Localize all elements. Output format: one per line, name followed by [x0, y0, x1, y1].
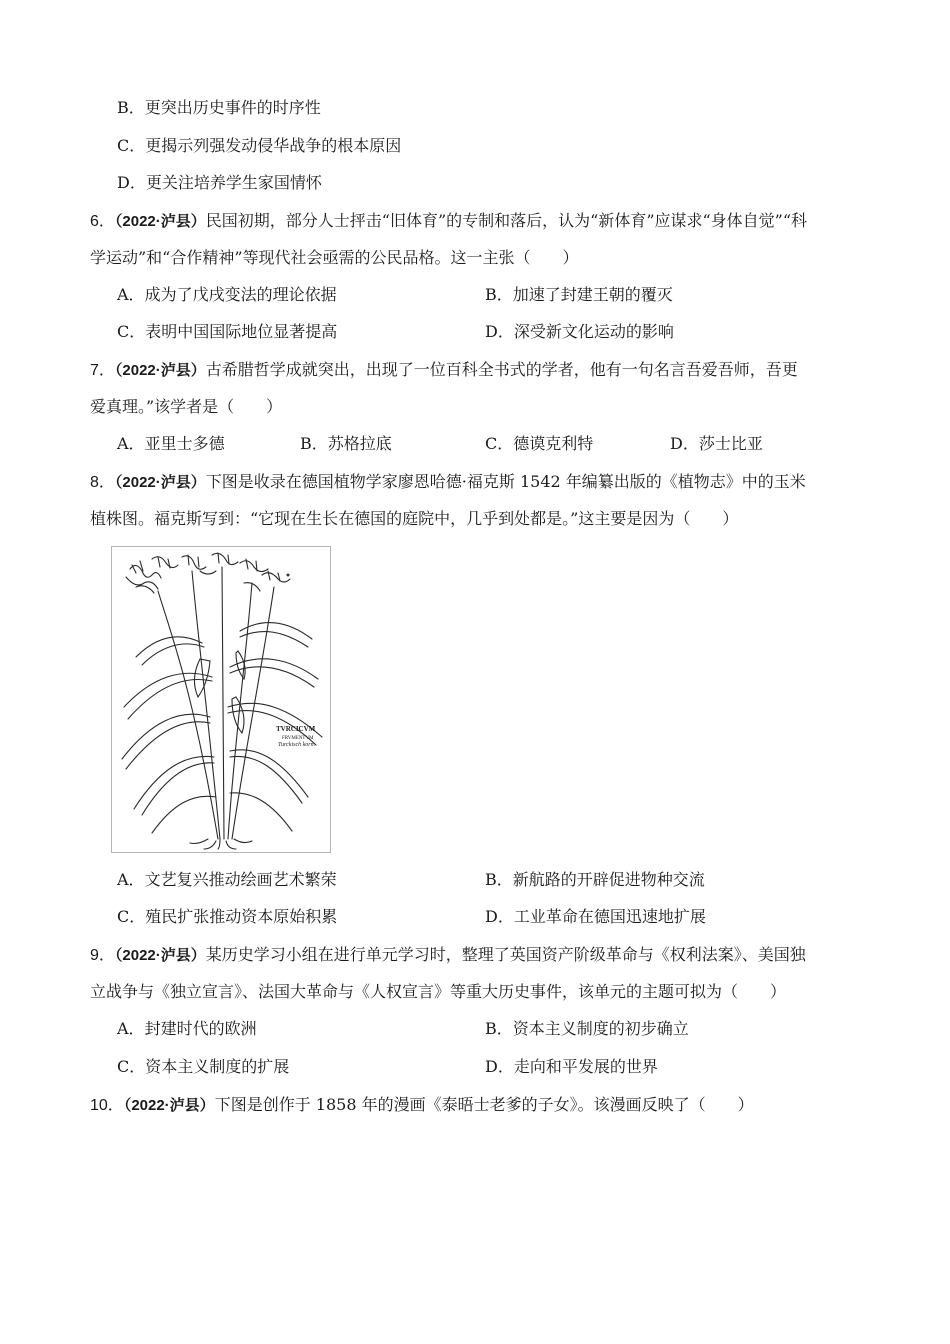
q8-stem-line1	[90, 472, 806, 493]
option-letter: C．	[117, 1057, 146, 1076]
q7-option-b[interactable]	[300, 434, 392, 454]
option-text: 新航路的开辟促进物种交流	[512, 870, 705, 889]
q7-option-a[interactable]	[117, 434, 225, 454]
question-number: 9．	[90, 947, 115, 964]
option-letter: C．	[117, 136, 146, 155]
question-source: （2022·泸县）	[114, 213, 206, 230]
option-letter: B．	[485, 285, 513, 304]
q5-option-c[interactable]	[117, 136, 401, 156]
option-text: 苏格拉底	[327, 434, 392, 453]
option-text: 加速了封建王朝的覆灭	[512, 285, 673, 304]
option-letter: A．	[117, 434, 145, 453]
option-letter: D．	[485, 907, 514, 926]
q8-stem-line2: 植株图。福克斯写到：“它现在生长在德国的庭院中，几乎到处都是。”这主要是因为（ ）	[90, 509, 739, 528]
option-letter: A．	[117, 285, 145, 304]
q9-option-d[interactable]	[485, 1057, 658, 1077]
option-letter: D．	[485, 322, 514, 341]
option-text: 资本主义制度的扩展	[145, 1057, 290, 1076]
option-letter: D．	[117, 173, 146, 192]
option-text: 更关注培养学生家国情怀	[145, 173, 322, 192]
option-text: 更揭示列强发动侵华战争的根本原因	[145, 136, 402, 155]
q6-option-a[interactable]	[117, 285, 337, 305]
figure-caption-3: Turckisch korn.	[278, 742, 316, 748]
option-text: 更突出历史事件的时序性	[144, 98, 321, 117]
q6-stem-line2: 学运动”和“合作精神”等现代社会亟需的公民品格。这一主张（ ）	[90, 248, 579, 267]
q8-option-d[interactable]	[485, 907, 706, 927]
option-text: 殖民扩张推动资本原始积累	[145, 907, 338, 926]
option-text: 走向和平发展的世界	[513, 1057, 658, 1076]
q6-option-d[interactable]	[485, 322, 674, 342]
option-text: 德谟克利特	[513, 434, 594, 453]
figure-caption-2: FRVMENTVM	[282, 736, 314, 741]
q7-option-c[interactable]	[485, 434, 593, 454]
option-letter: B．	[300, 434, 328, 453]
q9-option-b[interactable]	[485, 1019, 689, 1039]
option-text: 莎士比亚	[698, 434, 763, 453]
figure-caption-1: TVRCICVM	[276, 725, 316, 733]
q10-stem-line1	[90, 1095, 754, 1116]
q7-option-d[interactable]	[670, 434, 763, 454]
question-source: （2022·泸县）	[114, 474, 206, 491]
q6-option-c[interactable]	[117, 322, 337, 342]
q6-option-b[interactable]	[485, 285, 673, 305]
option-letter: D．	[670, 434, 699, 453]
option-text: 表明中国国际地位显著提高	[145, 322, 338, 341]
q7-stem-line2: 爱真理。”该学者是（ ）	[90, 397, 283, 416]
option-text: 封建时代的欧洲	[144, 1019, 257, 1038]
option-letter: B．	[117, 98, 145, 117]
option-text: 文艺复兴推动绘画艺术繁荣	[144, 870, 337, 889]
option-text: 亚里士多德	[144, 434, 225, 453]
question-source: （2022·泸县）	[114, 362, 206, 379]
maize-plant-drawing	[112, 547, 330, 852]
option-letter: B．	[485, 870, 513, 889]
q6-stem-line1	[90, 211, 807, 232]
q8-option-c[interactable]	[117, 907, 337, 927]
q5-option-b[interactable]	[117, 98, 321, 118]
q7-stem-line1	[90, 360, 798, 381]
option-text: 资本主义制度的初步确立	[512, 1019, 689, 1038]
q9-stem-line2: 立战争与《独立宣言》、法国大革命与《人权宣言》等重大历史事件，该单元的主题可拟为（ ）	[90, 982, 787, 1001]
option-letter: C．	[117, 907, 146, 926]
question-number: 10．	[90, 1097, 124, 1114]
q9-option-a[interactable]	[117, 1019, 257, 1039]
question-source: （2022·泸县）	[114, 947, 206, 964]
q8-option-b[interactable]	[485, 870, 705, 890]
option-letter: A．	[117, 1019, 145, 1038]
option-text: 深受新文化运动的影响	[513, 322, 674, 341]
option-letter: D．	[485, 1057, 514, 1076]
option-text: 成为了戊戌变法的理论依据	[144, 285, 337, 304]
q9-stem-line1	[90, 945, 806, 966]
question-text: 某历史学习小组在进行单元学习时，整理了英国资产阶级革命与《权利法案》、美国独	[205, 945, 806, 964]
q8-option-a[interactable]	[117, 870, 337, 890]
question-number: 7．	[90, 362, 115, 379]
question-number: 8．	[90, 474, 115, 491]
option-letter: C．	[117, 322, 146, 341]
option-letter: B．	[485, 1019, 513, 1038]
question-text: 古希腊哲学成就突出，出现了一位百科全书式的学者，他有一句名言吾爱吾师，吾更	[205, 360, 798, 379]
question-source: （2022·泸县）	[123, 1097, 215, 1114]
option-letter: C．	[485, 434, 514, 453]
question-text: 下图是创作于 1858 年的漫画《泰晤士老爹的子女》。该漫画反映了（ ）	[214, 1095, 754, 1114]
q5-option-d[interactable]	[117, 173, 322, 193]
option-letter: A．	[117, 870, 145, 889]
maize-plant-illustration	[111, 546, 331, 853]
option-text: 工业革命在德国迅速地扩展	[513, 907, 706, 926]
question-number: 6．	[90, 213, 115, 230]
question-text: 民国初期，部分人士抨击“旧体育”的专制和落后，认为“新体育”应谋求“身体自觉”“科	[205, 211, 808, 230]
q9-option-c[interactable]	[117, 1057, 289, 1077]
question-text: 下图是收录在德国植物学家廖恩哈德·福克斯 1542 年编纂出版的《植物志》中的玉米	[205, 472, 806, 491]
